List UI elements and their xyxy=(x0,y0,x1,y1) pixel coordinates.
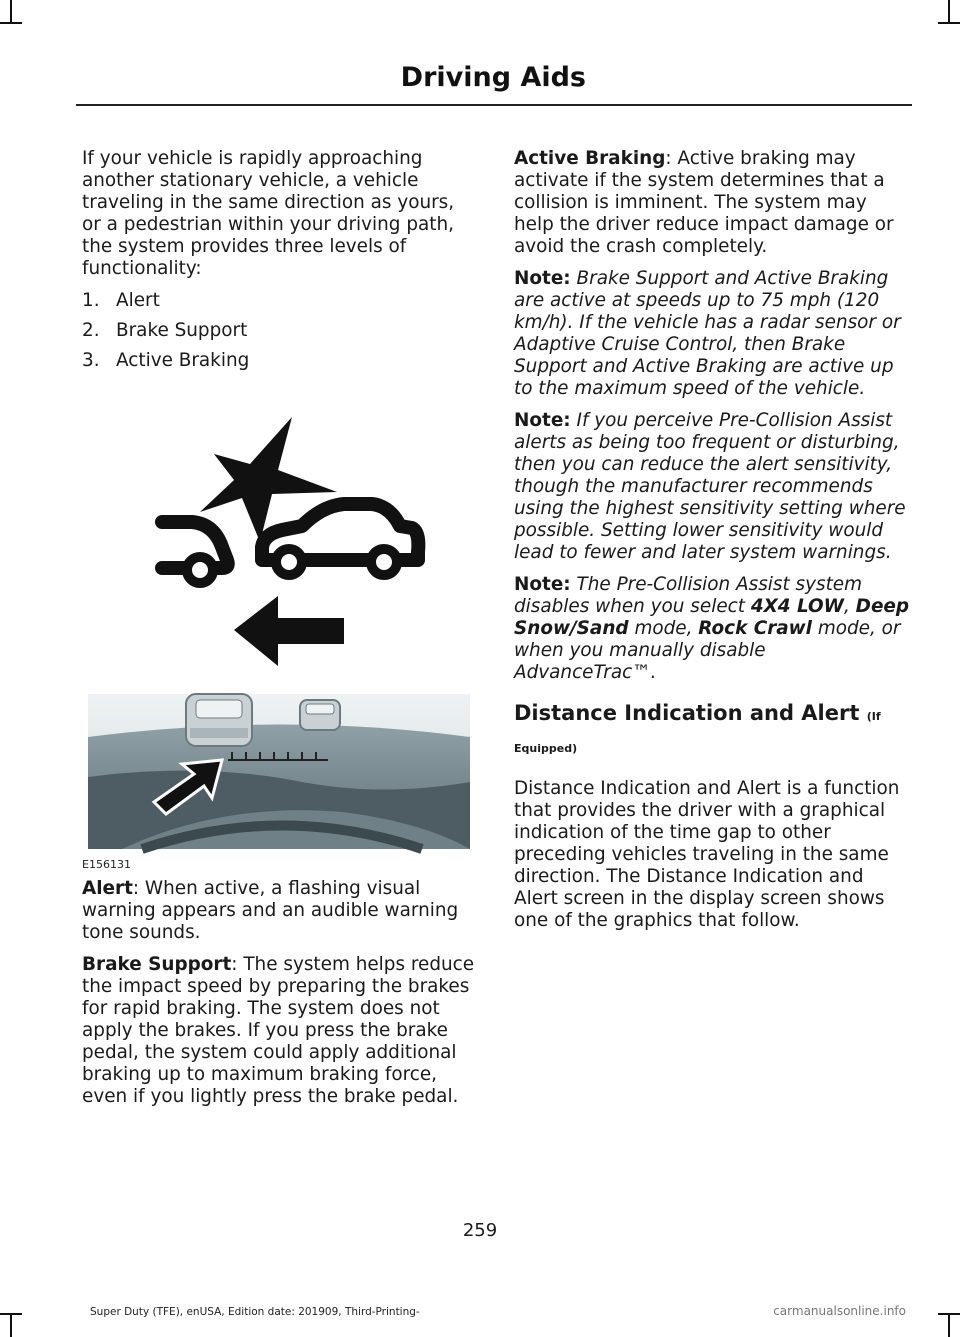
note-text: mode, xyxy=(628,618,699,639)
active-braking-paragraph xyxy=(514,148,910,258)
brake-support-term: Brake Support xyxy=(82,954,232,975)
section-heading-text: Distance Indication and Alert xyxy=(514,701,860,725)
list-number: 1. xyxy=(82,290,100,311)
car-wheel-icon xyxy=(276,549,302,575)
brake-support-paragraph xyxy=(82,954,476,1108)
note-label: Note: xyxy=(514,268,571,289)
crop-mark xyxy=(0,22,22,24)
section-heading-qualifier: (If xyxy=(866,710,881,723)
note-text: , xyxy=(843,596,856,617)
crop-mark xyxy=(948,1315,950,1337)
alert-paragraph xyxy=(82,878,476,944)
page-number: 259 xyxy=(462,1220,498,1241)
active-braking-text: : Active braking may activate if the system determines that a collision is imminent. The system may help the driver reduce impact damage or avoid the crash completely. xyxy=(514,148,894,257)
figure-id: E156131 xyxy=(82,858,131,871)
crop-mark xyxy=(10,1315,12,1337)
crop-mark xyxy=(938,22,960,24)
mode-deep-snow-sand: Deep Snow/Sand xyxy=(514,596,910,639)
crash-star-icon xyxy=(200,417,337,542)
list-label: Active Braking xyxy=(116,350,250,371)
list-label: Brake Support xyxy=(116,320,248,341)
mode-4x4-low: 4X4 LOW xyxy=(750,596,844,617)
distant-vehicle-icon xyxy=(300,700,340,730)
list-item xyxy=(82,290,476,312)
note-label: Note: xyxy=(514,410,571,431)
list-number: 2. xyxy=(82,320,100,341)
edition-footer: Super Duty (TFE), enUSA, Edition date: 201909, Third-Printing- xyxy=(90,1306,420,1318)
crop-mark xyxy=(938,1313,960,1315)
note-text: The Pre-Collision Assist system disables when you select xyxy=(514,574,863,617)
pre-collision-figure xyxy=(82,382,476,872)
crop-mark xyxy=(948,0,950,22)
crop-mark xyxy=(10,0,12,22)
note-text: mode, or when you manually disable AdvanceTrac™. xyxy=(514,618,901,683)
note-label: Note: xyxy=(514,574,571,595)
list-item xyxy=(82,350,476,372)
section-heading xyxy=(514,700,910,730)
list-label: Alert xyxy=(116,290,160,311)
list-item xyxy=(82,320,476,342)
header-divider xyxy=(76,104,912,106)
vehicle-rear-wheel-icon xyxy=(187,557,213,583)
car-wheel-icon xyxy=(371,549,397,575)
active-braking-term: Active Braking xyxy=(514,148,666,169)
right-column xyxy=(514,148,910,942)
arrow-left-icon xyxy=(234,596,344,666)
left-column xyxy=(82,148,476,1118)
watermark: carmanualsonline.info xyxy=(773,1304,906,1318)
alert-text: : When active, a flashing visual warning appears and an audible warning tone sounds. xyxy=(82,878,459,943)
note-text: If you perceive Pre-Collision Assist alerts as being too frequent or disturbing, then you can reduce the alert sensitivity, though the manufacturer recommends using the highest sensitivity setting where possible. Setting lower sensitivity would lead to fewer and later system warnings. xyxy=(514,410,906,563)
pre-collision-illustration xyxy=(82,382,476,862)
intro-paragraph: If your vehicle is rapidly approaching another stationary vehicle, a vehicle traveling in the same direction as yours, or a pedestrian within your driving path, the system provides three levels of functionality: xyxy=(82,148,455,279)
mode-rock-crawl: Rock Crawl xyxy=(698,618,812,639)
note-2 xyxy=(514,410,910,564)
note-1 xyxy=(514,268,910,400)
list-number: 3. xyxy=(82,350,100,371)
alert-term: Alert xyxy=(82,878,133,899)
page-title: Driving Aids xyxy=(400,62,586,93)
functionality-list xyxy=(82,290,476,372)
section-heading-equipped: Equipped) xyxy=(514,742,578,755)
brake-support-text: : The system helps reduce the impact speed by preparing the brakes for rapid braking. The system does not apply the brakes. If you press the brake pedal, the system could apply additional braking up to maximum braking force, even if you lightly press the brake pedal. xyxy=(82,954,475,1107)
note-text: Brake Support and Active Braking are active at speeds up to 75 mph (120 km/h). If the vehicle has a radar sensor or Adaptive Cruise Control, then Brake Support and Active Braking are active up to the maximum speed of the vehicle. xyxy=(514,268,901,399)
distance-paragraph: Distance Indication and Alert is a function that provides the driver with a graphical indication of the time gap to other preceding vehicles traveling in the same direction. The Distance Indication and Alert screen in the display screen shows one of the graphics that follow. xyxy=(514,778,900,931)
lead-vehicle-icon xyxy=(186,694,252,746)
note-3 xyxy=(514,574,910,684)
crop-mark xyxy=(0,1313,22,1315)
